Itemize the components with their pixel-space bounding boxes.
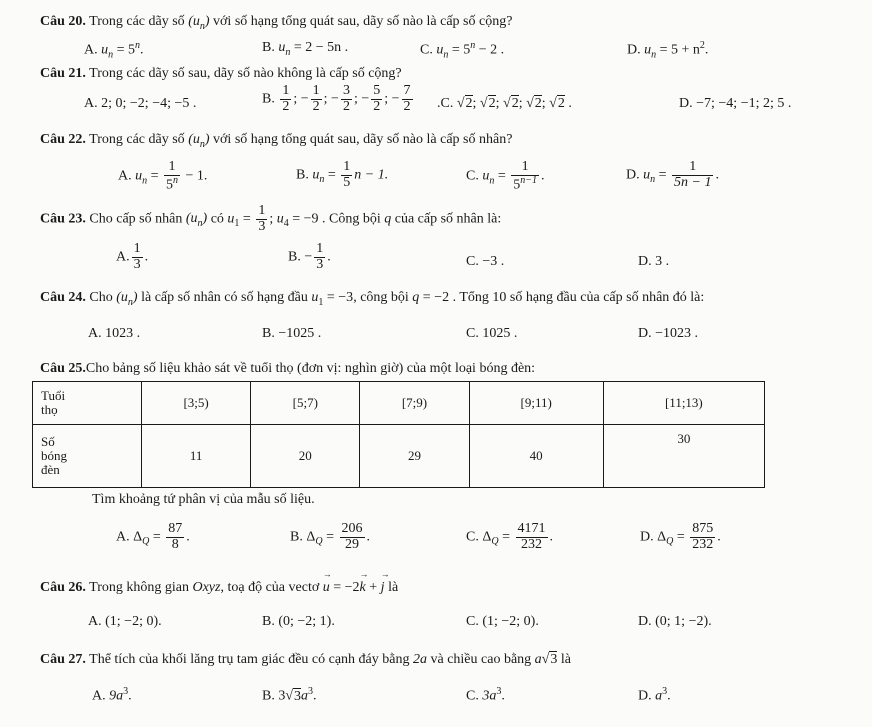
q22-seq: $(u_n)$: [188, 132, 210, 150]
q23-prefix: Câu 23.: [40, 211, 86, 227]
q27-option-b[interactable]: B. $3√3a^3$.: [262, 686, 317, 704]
q22-option-d[interactable]: D. $u_n$ = $\frac{1}{5n - 1}$ .: [626, 159, 719, 190]
q20-prefix: Câu 20.: [40, 14, 86, 29]
q20-text-b: với số hạng tổng quát sau, dãy số nào là cấp số cộng?: [213, 14, 513, 29]
q21-b-frac-3: $\frac{3}{2}$: [342, 83, 350, 114]
q27-prefix: Câu 27.: [40, 652, 86, 667]
q25-ask: Tìm khoảng tứ phân vị của mẫu số liệu.: [92, 492, 315, 507]
q20-option-b[interactable]: B. $u_n = 2 - 5n$ .: [262, 40, 349, 58]
q20-option-a[interactable]: A. $u_n = 5^n$.: [84, 40, 144, 61]
q21-b-frac-4: $\frac{5}{2}$: [373, 83, 381, 114]
q22-text-a: Trong các dãy số: [89, 132, 185, 147]
q26-option-d[interactable]: D. (0; 1; −2).: [638, 614, 712, 629]
table-cell: [3;5): [142, 382, 251, 425]
q23-option-a[interactable]: A. $\frac{1}{3}$ .: [116, 241, 149, 272]
q24-option-c[interactable]: C. 1025 .: [466, 326, 518, 341]
q27-option-c[interactable]: C. $3a^3$.: [466, 686, 505, 704]
q25-prefix: Câu 25.: [40, 361, 86, 376]
q25-option-b[interactable]: B. $\Delta_Q$ = $\frac{206}{29}$ .: [290, 521, 370, 552]
table-row: [33, 382, 765, 425]
q26-option-b[interactable]: B. (0; −2; 1).: [262, 614, 335, 629]
q22-prefix: Câu 22.: [40, 132, 86, 147]
table-cell: [9;11): [469, 382, 603, 425]
q26-option-a[interactable]: A. (1; −2; 0).: [88, 614, 162, 629]
q25-option-c[interactable]: C. $\Delta_Q$ = $\frac{4171}{232}$ .: [466, 521, 553, 552]
table-header-count: Số bóng đèn: [33, 424, 142, 487]
question-26: Câu 26. Trong không gian Oxyz, toạ độ của vectơ → u = −2→ k + → j là: [40, 580, 398, 596]
table-cell: 30: [603, 424, 764, 487]
q25-text: Cho bảng số liệu khảo sát về tuổi thọ (đơn vị: nghìn giờ) của một loại bóng đèn:: [85, 361, 536, 376]
table-cell: 11: [142, 424, 251, 487]
q22-option-a[interactable]: A. $u_n$ = $\frac{1}{5^n}$ − 1.: [118, 159, 208, 193]
table-cell: 40: [469, 424, 603, 487]
question-22: [40, 132, 512, 150]
question-23: Câu 23. Cho cấp số nhân $(u_n)$ có $u_1$ = $\frac{1}{3}$ ; $u_4 = -9$ . Công bội q của cấp số nhân là:: [40, 203, 502, 234]
q27-option-d[interactable]: D. $a^3$.: [638, 686, 671, 704]
q21-option-c[interactable]: .C. √2; √2; √2; √2; √2 .: [437, 96, 572, 111]
q22-option-c[interactable]: C. $u_n$ = $\frac{1}{5^{n-1}}$ .: [466, 159, 545, 193]
table-cell: 20: [251, 424, 360, 487]
lifespan-table: [32, 381, 765, 488]
table-cell: [5;7): [251, 382, 360, 425]
q26-option-c[interactable]: C. (1; −2; 0).: [466, 614, 539, 629]
q21-option-d[interactable]: D. −7; −4; −1; 2; 5 .: [679, 96, 792, 111]
q23-option-d[interactable]: D. 3 .: [638, 254, 670, 269]
q25-option-a[interactable]: A. $\Delta_Q$ = $\frac{87}{8}$ .: [116, 521, 190, 552]
table-cell: [11;13): [603, 382, 764, 425]
q21-option-a[interactable]: A. 2; 0; −2; −4; −5 .: [84, 96, 197, 111]
q22-text-b: với số hạng tổng quát sau, dãy số nào là cấp số nhân?: [213, 132, 513, 147]
q21-prefix: Câu 21.: [40, 66, 86, 81]
q23-text-b: có: [210, 211, 224, 227]
q21-text: Trong các dãy số sau, dãy số nào không là cấp số cộng?: [89, 66, 402, 81]
q20-text-a: Trong các dãy số: [89, 14, 185, 29]
q21-b-frac-2: $\frac{1}{2}$: [312, 83, 320, 114]
q23-option-b[interactable]: B. − $\frac{1}{3}$ .: [288, 241, 331, 272]
q25-option-d[interactable]: D. $\Delta_Q$ = $\frac{875}{232}$ .: [640, 521, 721, 552]
q22-option-b[interactable]: B. $u_n$ = $\frac{1}{5}$ n − 1.: [296, 159, 389, 190]
q20-seq: $(u_n)$: [188, 14, 210, 32]
question-24: Câu 24. Cho $(u_n)$ là cấp số nhân có số hạng đầu $u_1 = -3$, công bội q = −2 . Tổng 10 số hạng đầu của cấp số nhân đó là:: [40, 290, 705, 308]
q21-b-frac-1: $\frac{1}{2}$: [282, 83, 290, 114]
table-header-lifespan: Tuổi thọ: [33, 382, 142, 425]
q21-b-frac-5: $\frac{7}{2}$: [403, 83, 411, 114]
question-27: Câu 27. Thể tích của khối lăng trụ tam giác đều có cạnh đáy bằng 2a và chiều cao bằng a√3 là: [40, 652, 571, 667]
q23-option-c[interactable]: C. −3 .: [466, 254, 505, 269]
q24-option-d[interactable]: D. −1023 .: [638, 326, 699, 341]
q23-seq: $(u_n)$: [185, 211, 208, 230]
table-cell: [7;9): [360, 382, 469, 425]
q24-option-b[interactable]: B. −1025 .: [262, 326, 322, 341]
q24-option-a[interactable]: A. 1023 .: [88, 326, 141, 341]
question-20: [40, 14, 512, 32]
q21-option-b[interactable]: B. $\frac{1}{2}$ ; − $\frac{1}{2}$ ; − $\frac{3}{2}$ ; − $\frac{5}{2}$ ; − $\frac{7}{2}$: [262, 83, 411, 114]
q26-prefix: Câu 26.: [40, 580, 86, 595]
q20-option-c[interactable]: C. $u_n = 5^n - 2$ .: [420, 40, 505, 61]
q24-prefix: Câu 24.: [40, 290, 86, 305]
table-cell: 29: [360, 424, 469, 487]
question-21: [40, 66, 402, 82]
question-25: [40, 361, 535, 377]
q20-option-d[interactable]: D. $u_n = 5 + n^2$.: [627, 40, 709, 61]
q27-option-a[interactable]: A. $9a^3$.: [92, 686, 132, 704]
q24-seq: $(u_n)$: [116, 290, 138, 308]
table-row: [33, 424, 765, 487]
q23-text-a: Cho cấp số nhân: [89, 211, 183, 227]
